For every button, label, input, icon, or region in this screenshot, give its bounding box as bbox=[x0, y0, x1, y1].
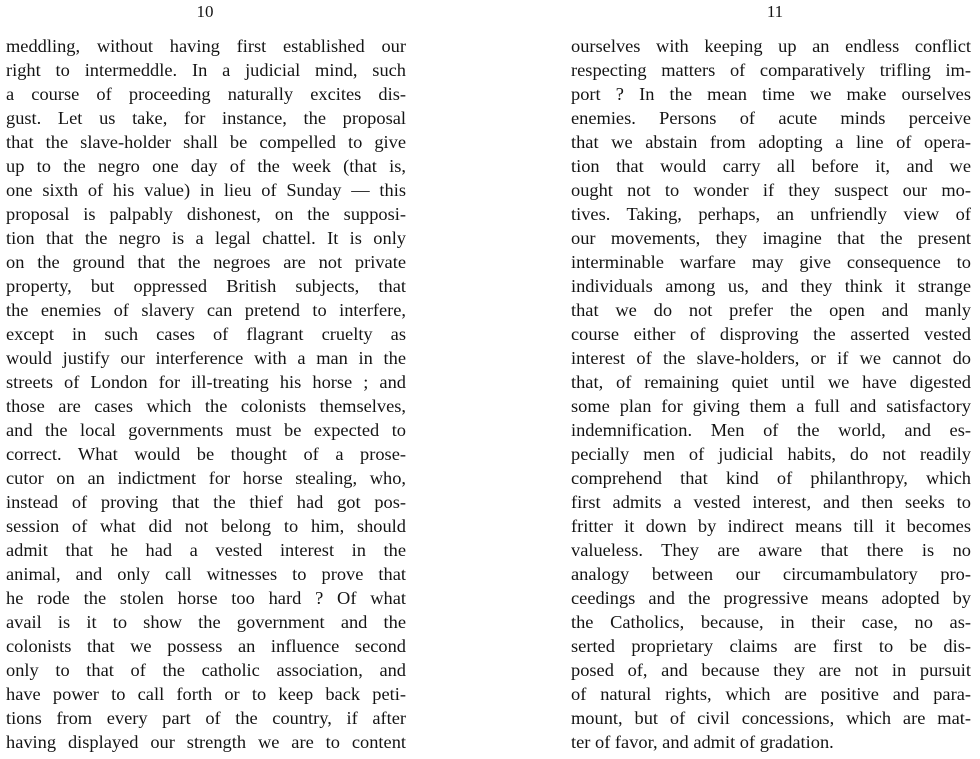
left-page-text bbox=[6, 34, 406, 754]
text-line: port ? In the mean time we make ourselves bbox=[571, 84, 971, 104]
text-line: valueless. They are aware that there is no bbox=[571, 540, 971, 560]
text-line: individuals among us, and they think it strange bbox=[571, 276, 971, 296]
text-line: a course of proceeding naturally excites dis- bbox=[6, 84, 406, 104]
text-line: up to the negro one day of the week (that is, bbox=[6, 156, 406, 176]
text-line: ceedings and the progressive means adopted by bbox=[571, 588, 971, 608]
text-line: of natural rights, which are positive and para- bbox=[571, 684, 971, 704]
text-line: gust. Let us take, for instance, the proposal bbox=[6, 108, 406, 128]
text-line: correct. What would be thought of a prose- bbox=[6, 444, 406, 464]
text-line: he rode the stolen horse too hard ? Of what bbox=[6, 588, 406, 608]
text-line: admit that he had a vested interest in the bbox=[6, 540, 406, 560]
left-page bbox=[0, 0, 420, 759]
text-line: would justify our interference with a man in the bbox=[6, 348, 406, 368]
text-line: streets of London for ill-treating his horse ; and bbox=[6, 372, 406, 392]
text-line: comprehend that kind of philanthropy, which bbox=[571, 468, 971, 488]
text-line: our movements, they imagine that the present bbox=[571, 228, 971, 248]
text-line: tions from every part of the country, if after bbox=[6, 708, 406, 728]
text-line: analogy between our circumambulatory pro- bbox=[571, 564, 971, 584]
text-line: right to intermeddle. In a judicial mind, such bbox=[6, 60, 406, 80]
text-line: posed of, and because they are not in pursuit bbox=[571, 660, 971, 680]
text-line: pecially men of judicial habits, do not readily bbox=[571, 444, 971, 464]
text-line: those are cases which the colonists themselves, bbox=[6, 396, 406, 416]
text-line: ourselves with keeping up an endless conflict bbox=[571, 36, 971, 56]
text-line: indemnification. Men of the world, and es- bbox=[571, 420, 971, 440]
text-line: course either of disproving the asserted vested bbox=[571, 324, 971, 344]
text-line: meddling, without having first established our bbox=[6, 36, 406, 56]
text-line: avail is it to show the government and the bbox=[6, 612, 406, 632]
right-page-text bbox=[571, 34, 971, 754]
text-line: ter of favor, and admit of gradation. bbox=[571, 732, 834, 752]
text-line: that, of remaining quiet until we have digested bbox=[571, 372, 971, 392]
text-line: the enemies of slavery can pretend to interfere, bbox=[6, 300, 406, 320]
text-line: only to that of the catholic association, and bbox=[6, 660, 406, 680]
text-line: on the ground that the negroes are not private bbox=[6, 252, 406, 272]
text-line: that we abstain from adopting a line of opera- bbox=[571, 132, 971, 152]
text-line: that we do not prefer the open and manly bbox=[571, 300, 971, 320]
text-line: respecting matters of comparatively trifling im- bbox=[571, 60, 971, 80]
text-line: tion that would carry all before it, and we bbox=[571, 156, 971, 176]
text-line: except in such cases of flagrant cruelty as bbox=[6, 324, 406, 344]
text-line: cutor on an indictment for horse stealing, who, bbox=[6, 468, 406, 488]
text-line: session of what did not belong to him, should bbox=[6, 516, 406, 536]
text-line: first admits a vested interest, and then seeks to bbox=[571, 492, 971, 512]
text-line: some plan for giving them a full and satisfactory bbox=[571, 396, 971, 416]
text-line: interest of the slave-holders, or if we cannot do bbox=[571, 348, 971, 368]
text-line: that the slave-holder shall be compelled to give bbox=[6, 132, 406, 152]
text-line: and the local governments must be expected to bbox=[6, 420, 406, 440]
text-line: fritter it down by indirect means till it becomes bbox=[571, 516, 971, 536]
text-line: tives. Taking, perhaps, an unfriendly view of bbox=[571, 204, 971, 224]
page-number-right: 11 bbox=[766, 2, 784, 21]
text-line: enemies. Persons of acute minds perceive bbox=[571, 108, 971, 128]
text-line: mount, but of civil concessions, which are mat- bbox=[571, 708, 971, 728]
text-line: animal, and only call witnesses to prove that bbox=[6, 564, 406, 584]
text-line: have power to call forth or to keep back peti- bbox=[6, 684, 406, 704]
text-line: proposal is palpably dishonest, on the supposi- bbox=[6, 204, 406, 224]
text-line: ought not to wonder if they suspect our mo- bbox=[571, 180, 971, 200]
text-line: having displayed our strength we are to content bbox=[6, 732, 406, 752]
text-line: colonists that we possess an influence second bbox=[6, 636, 406, 656]
text-line: one sixth of his value) in lieu of Sunday — this bbox=[6, 180, 406, 200]
text-line: property, but oppressed British subjects, that bbox=[6, 276, 406, 296]
text-line: the Catholics, because, in their case, no as- bbox=[571, 612, 971, 632]
text-line: interminable warfare may give consequence to bbox=[571, 252, 971, 272]
text-line: tion that the negro is a legal chattel. It is only bbox=[6, 228, 406, 248]
text-line: instead of proving that the thief had got pos- bbox=[6, 492, 406, 512]
page-number-left: 10 bbox=[196, 2, 214, 21]
text-line: serted proprietary claims are first to be dis- bbox=[571, 636, 971, 656]
right-page bbox=[560, 0, 980, 759]
